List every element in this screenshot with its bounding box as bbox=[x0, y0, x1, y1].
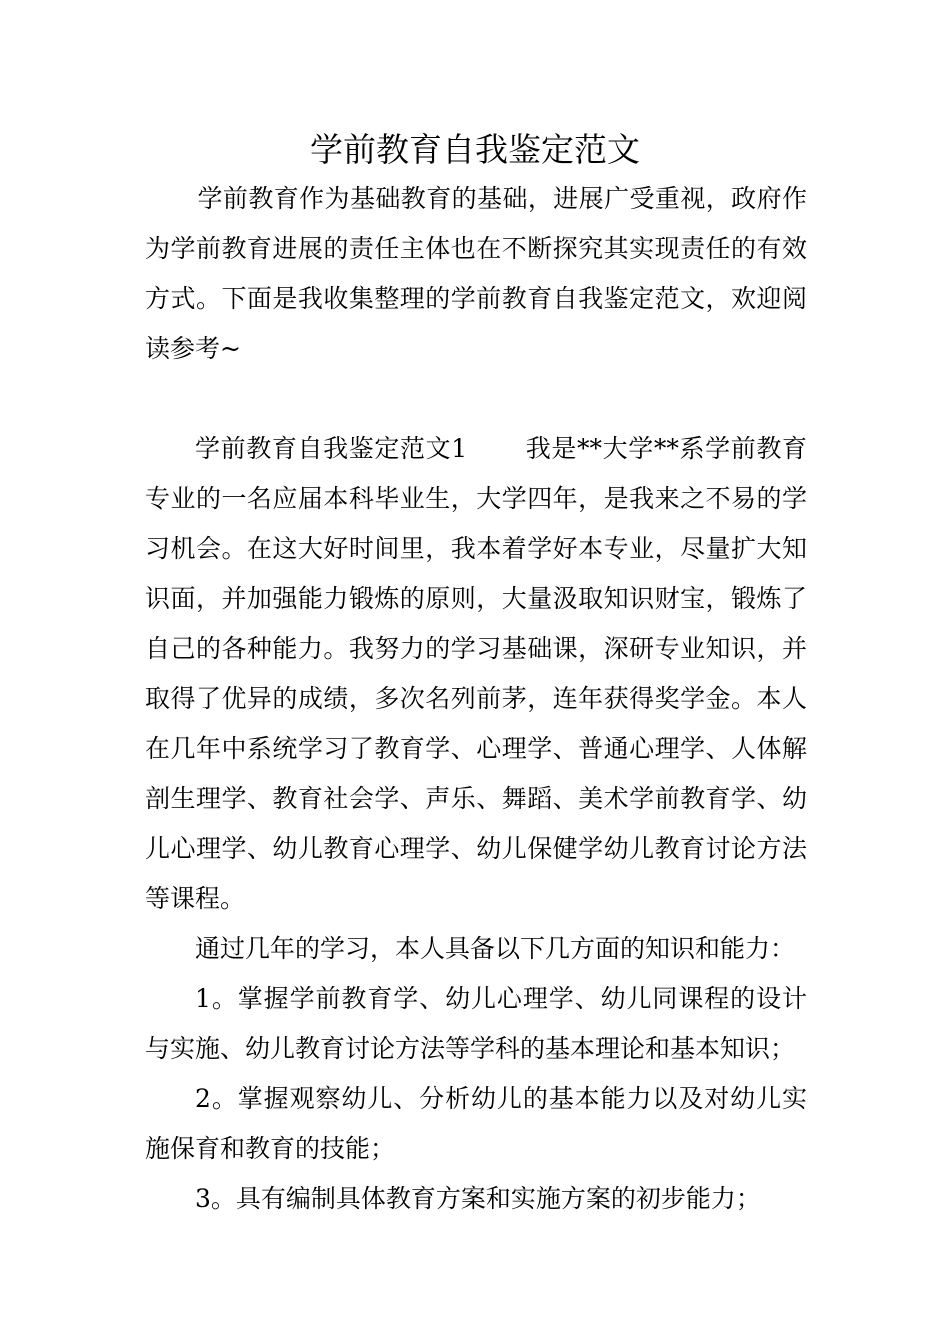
ability-item-3: 3。具有编制具体教育方案和实施方案的初步能力； bbox=[195, 1184, 761, 1213]
ability-item-1: 1。掌握学前教育学、幼儿心理学、幼儿同课程的设计与实施、幼儿教育讨论方法等学科的基本理论和基本知识； bbox=[145, 984, 807, 1063]
section1-text: 我是**大学**系学前教育专业的一名应届本科毕业生，大学四年，是我来之不易的学习机会。在这大好时间里，我本着学好本专业，尽量扩大知识面，并加强能力锻炼的原则，大量汲取知识财宝，锻炼了自己的各种能力。我努力的学习基础课，深研专业知识，并取得了优异的成绩，多次名列前茅，连年获得奖学金。本人在几年中系统学习了教育学、心理学、普通心理学、人体解剖生理学、教育社会学、声乐、舞蹈、美术学前教育学、幼儿心理学、幼儿教育心理学、幼儿保健学幼儿教育讨论方法等课程。 bbox=[145, 434, 807, 913]
document-body bbox=[145, 174, 807, 1224]
ability-item-2: 2。掌握观察幼儿、分析幼儿的基本能力以及对幼儿实施保育和教育的技能； bbox=[145, 1084, 807, 1163]
paragraph-spacer bbox=[145, 374, 807, 424]
abilities-intro: 通过几年的学习，本人具备以下几方面的知识和能力： bbox=[195, 934, 796, 963]
document-title: 学前教育自我鉴定范文 bbox=[310, 130, 640, 169]
intro-paragraph: 学前教育作为基础教育的基础，进展广受重视，政府作为学前教育进展的责任主体也在不断探究其实现责任的有效方式。下面是我收集整理的学前教育自我鉴定范文，欢迎阅读参考~ bbox=[145, 184, 807, 363]
section1-heading: 学前教育自我鉴定范文1 bbox=[195, 434, 468, 463]
section1-paragraph bbox=[145, 424, 807, 924]
